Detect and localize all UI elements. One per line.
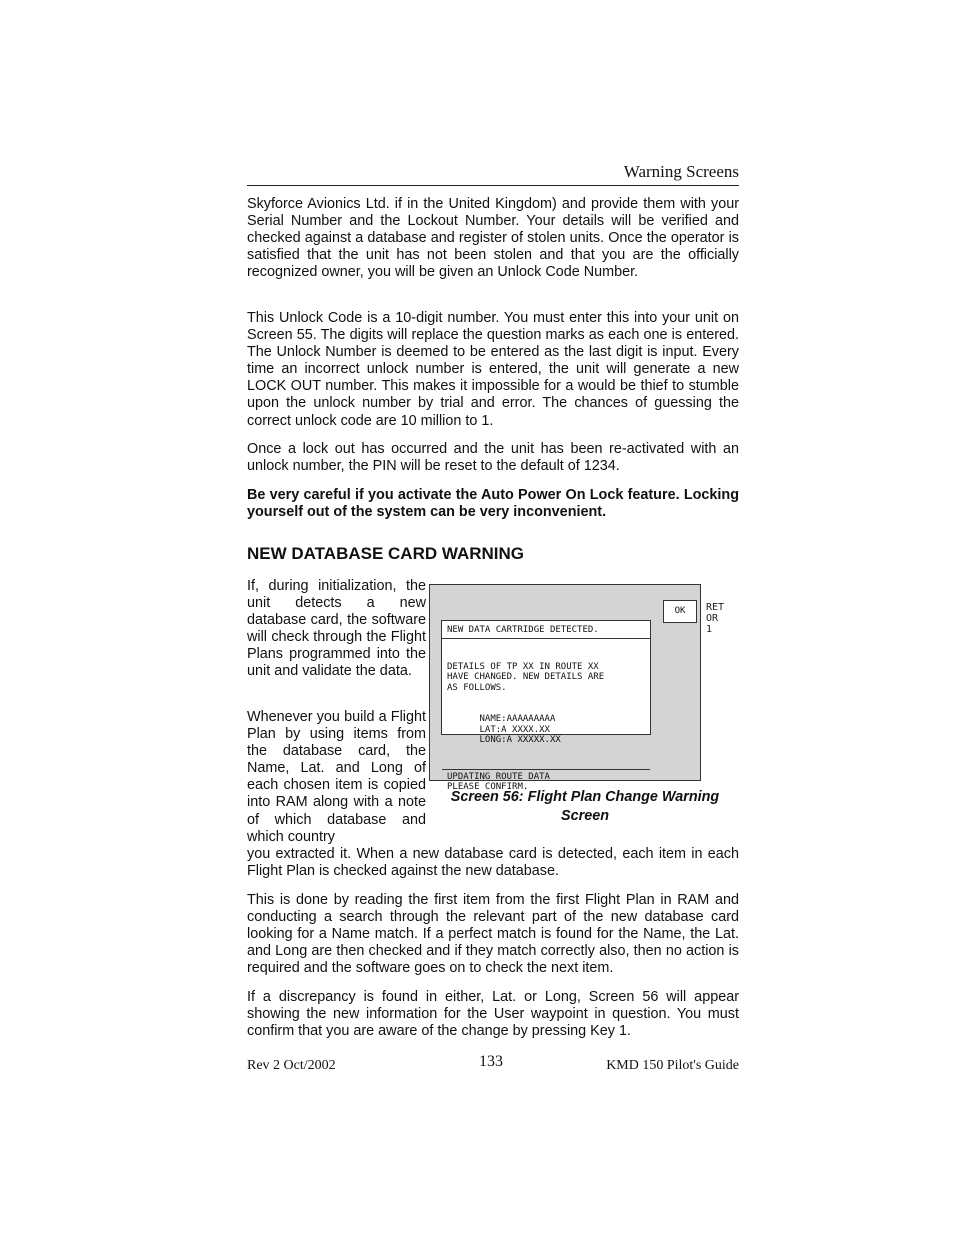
message-details xyxy=(442,639,650,770)
paragraph-extracted: you extracted it. When a new database card is detected, each item in each Flight Plan is checked against the new database. xyxy=(247,846,739,880)
footer-guide-title: KMD 150 Pilot's Guide xyxy=(606,1058,739,1073)
section-heading: NEW DATABASE CARD WARNING xyxy=(247,544,525,563)
paragraph-pin-reset: Once a lock out has occurred and the unit has been re-activated with an unlock number, the PIN will be reset to the default of 1234. xyxy=(247,441,739,475)
message-details-text: DETAILS OF TP XX IN ROUTE XX HAVE CHANGED. NEW DETAILS ARE AS FOLLOWS. xyxy=(447,661,605,693)
paragraph-unlock-code: This Unlock Code is a 10-digit number. You must enter this into your unit on Screen 55. The digits will replace the question marks as each one is entered. The Unlock Number is deemed to be entered as the last digit is input. Every time an incorrect unlock number is entered, the unit will generate a new LOCK OUT number. This makes it impossible for a would be thief to stumble upon the unlock number by trial and error. The chances of guessing the correct unlock code are 10 million to 1. xyxy=(247,310,739,429)
message-confirm: UPDATING ROUTE DATA PLEASE CONFIRM. xyxy=(447,771,550,792)
screen-caption: Screen 56: Flight Plan Change Warning Screen xyxy=(450,789,720,824)
paragraph-discrepancy: If a discrepancy is found in either, Lat. or Long, Screen 56 will appear showing the new information for the User waypoint in question. You must confirm that you are aware of the change by pressing Key 1. xyxy=(247,989,739,1040)
message-title: NEW DATA CARTRIDGE DETECTED. xyxy=(442,621,650,639)
paragraph-skyforce: Skyforce Avionics Ltd. if in the United Kingdom) and provide them with your Serial Number and the Lockout Number. Your details will be verified and checked against a database and register of stolen units. Once the operator is satisfied that the unit has not been stolen and that you are the officially recognized owner, you will be given an Unlock Code Number. xyxy=(247,196,739,281)
warning-auto-power-lock: Be very careful if you activate the Auto Power On Lock feature. Locking yourself out of the system can be very inconvenient. xyxy=(247,487,739,521)
ok-button[interactable]: OK xyxy=(663,600,697,623)
paragraph-initialization: If, during initialization, the unit detects a new database card, the software will check through the Flight Plans programmed into the unit and validate the data. xyxy=(247,578,426,680)
warning-message-box xyxy=(441,620,651,792)
running-header: Warning Screens xyxy=(623,162,739,181)
paragraph-name-match: This is done by reading the first item from the first Flight Plan in RAM and conducting a search through the relevant part of the new database card looking for a Name match. If a perfect match is found for the Name, the Lat. and Long are then checked and if they match correctly also, then no action is required and the software goes on to check the next item. xyxy=(247,892,739,977)
message-fields: NAME:AAAAAAAAA LAT:A XXXX.XX LONG:A XXXXX.XX xyxy=(479,714,561,745)
return-or-key-1-label: RET OR 1 xyxy=(706,602,725,635)
paragraph-build-flight-plan: Whenever you build a Flight Plan by using items from the database card, the Name, Lat. and Long of each chosen item is copied into RAM along with a note of which database and which country xyxy=(247,709,426,845)
page-number: 133 xyxy=(479,1053,503,1070)
footer-revision: Rev 2 Oct/2002 xyxy=(247,1058,336,1073)
header-rule xyxy=(247,185,739,186)
